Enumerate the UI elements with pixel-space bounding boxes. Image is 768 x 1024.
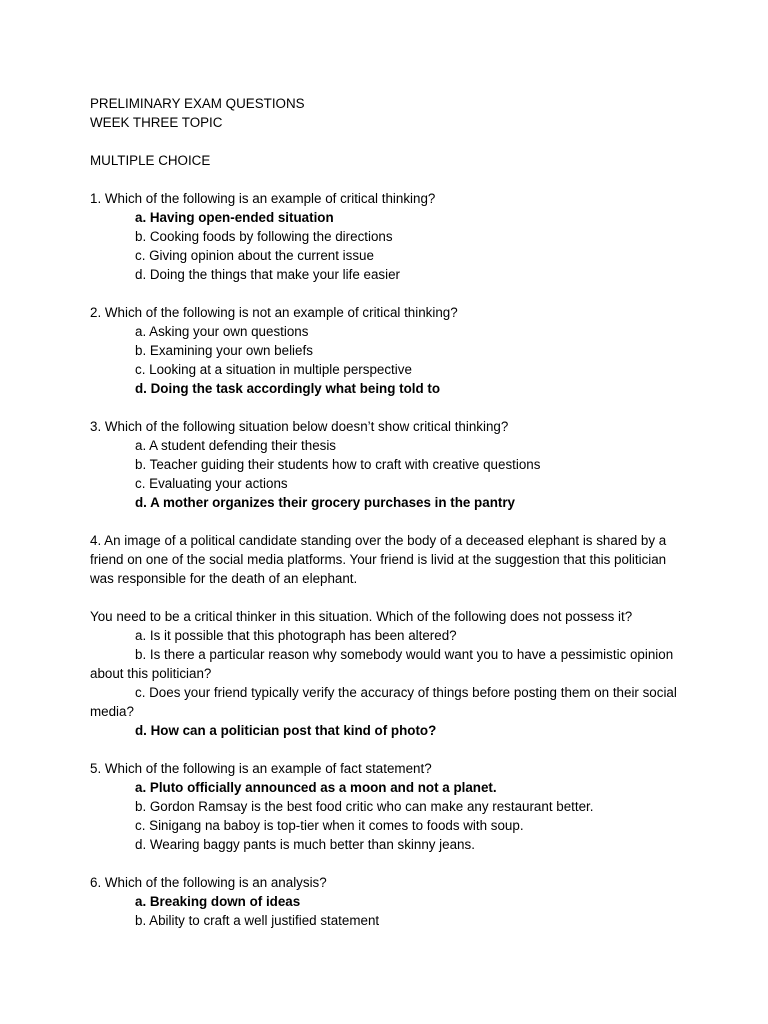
answer-option-correct: a. Having open-ended situation bbox=[135, 210, 334, 225]
answer-option-correct: a. Pluto officially announced as a moon and not a planet. bbox=[135, 780, 497, 795]
question-2 bbox=[90, 303, 690, 398]
question-1 bbox=[90, 189, 690, 284]
spacer bbox=[90, 284, 690, 303]
question-stem: 5. Which of the following is an example of fact statement? bbox=[90, 761, 432, 776]
answer-option: b. Teacher guiding their students how to craft with creative questions bbox=[135, 457, 541, 472]
answer-option: c. Does your friend typically verify the accuracy of things before posting them on their social media? bbox=[90, 685, 677, 719]
answer-option: a. A student defending their thesis bbox=[135, 438, 337, 453]
answer-option: c. Sinigang na baboy is top-tier when it comes to foods with soup. bbox=[135, 818, 524, 833]
answer-option-correct: d. How can a politician post that kind of photo? bbox=[135, 723, 437, 738]
exam-document bbox=[90, 94, 690, 930]
question-stem: 2. Which of the following is not an example of critical thinking? bbox=[90, 305, 458, 320]
answer-option: d. Wearing baggy pants is much better than skinny jeans. bbox=[135, 837, 475, 852]
answer-option: c. Giving opinion about the current issue bbox=[135, 248, 374, 263]
document-subtitle: WEEK THREE TOPIC bbox=[90, 115, 223, 130]
answer-option: b. Is there a particular reason why somebody would want you to have a pessimistic opinion about this politician? bbox=[90, 647, 674, 681]
spacer bbox=[90, 740, 690, 759]
answer-option-correct: d. Doing the task accordingly what being told to bbox=[135, 381, 441, 396]
question-stem: 3. Which of the following situation below doesn’t show critical thinking? bbox=[90, 419, 509, 434]
question-stem: 1. Which of the following is an example of critical thinking? bbox=[90, 191, 436, 206]
answer-option-correct: a. Breaking down of ideas bbox=[135, 894, 301, 909]
spacer bbox=[90, 588, 690, 607]
answer-option-correct: d. A mother organizes their grocery purchases in the pantry bbox=[135, 495, 515, 510]
section-heading: MULTIPLE CHOICE bbox=[90, 153, 211, 168]
question-6 bbox=[90, 873, 690, 930]
spacer bbox=[90, 170, 690, 189]
spacer bbox=[90, 398, 690, 417]
answer-option: b. Ability to craft a well justified statement bbox=[135, 913, 380, 928]
answer-option: b. Cooking foods by following the directions bbox=[135, 229, 393, 244]
question-3 bbox=[90, 417, 690, 512]
spacer bbox=[90, 512, 690, 531]
answer-option: b. Gordon Ramsay is the best food critic who can make any restaurant better. bbox=[135, 799, 594, 814]
spacer bbox=[90, 854, 690, 873]
answer-option: a. Asking your own questions bbox=[135, 324, 309, 339]
question-prompt: You need to be a critical thinker in this situation. Which of the following does not possess it? bbox=[90, 609, 633, 624]
answer-option: d. Doing the things that make your life easier bbox=[135, 267, 400, 282]
question-4 bbox=[90, 531, 690, 740]
answer-option: c. Evaluating your actions bbox=[135, 476, 288, 491]
answer-option: b. Examining your own beliefs bbox=[135, 343, 313, 358]
question-stem: 6. Which of the following is an analysis? bbox=[90, 875, 327, 890]
spacer bbox=[90, 132, 690, 151]
answer-option: c. Looking at a situation in multiple perspective bbox=[135, 362, 412, 377]
document-title: PRELIMINARY EXAM QUESTIONS bbox=[90, 96, 305, 111]
question-stem: 4. An image of a political candidate standing over the body of a deceased elephant is shared by a friend on one of the social media platforms. Your friend is livid at the suggestion that this politician was responsible for the death of an elephant. bbox=[90, 533, 667, 586]
question-5 bbox=[90, 759, 690, 854]
answer-option: a. Is it possible that this photograph has been altered? bbox=[135, 628, 457, 643]
